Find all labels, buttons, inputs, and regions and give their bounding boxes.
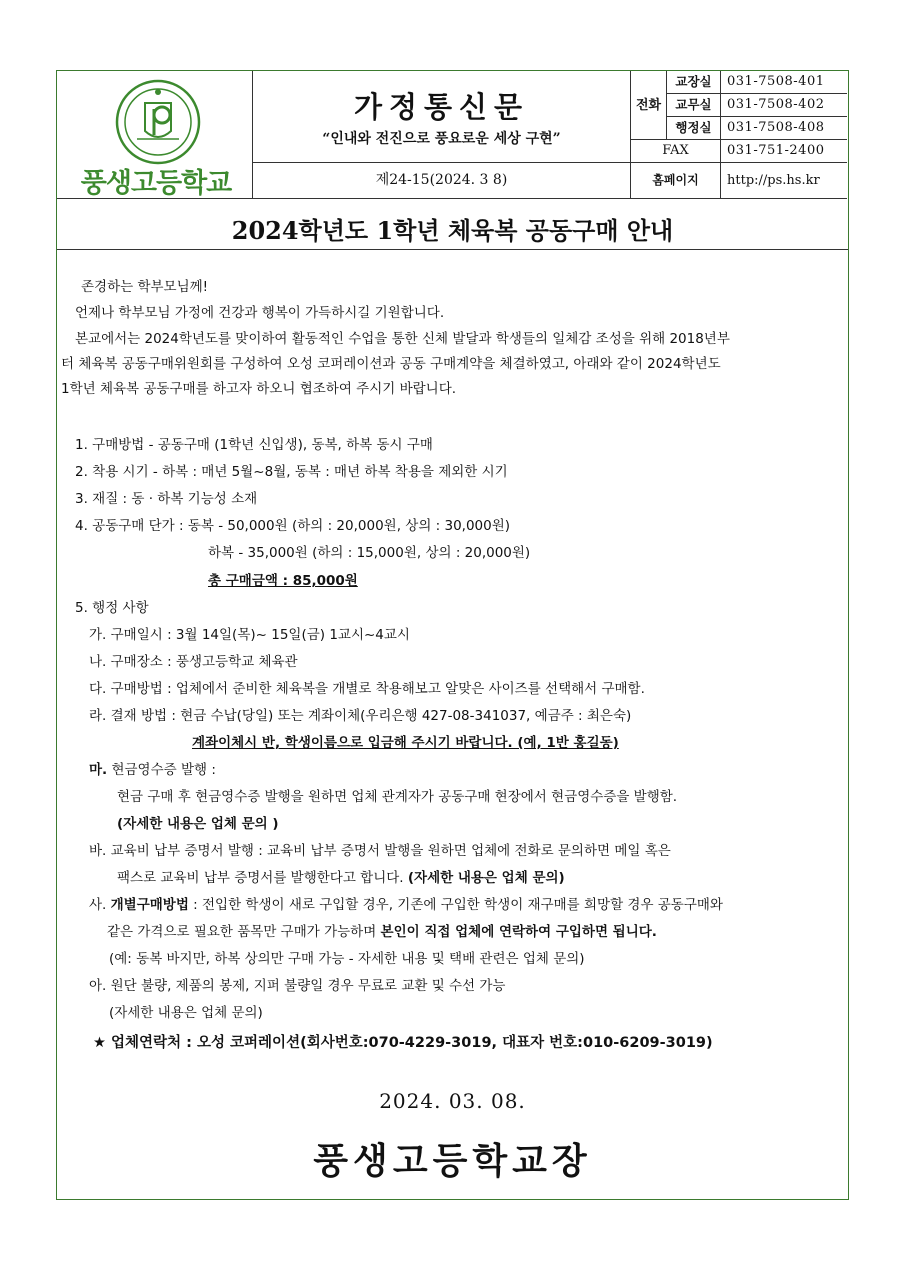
item-unit-price-summer: 하복 - 35,000원 (하의 : 15,000원, 상의 : 20,000원) [208, 545, 531, 561]
issue-number: 제24-15(2024. 3 8) [253, 163, 631, 199]
admin-item-individual [89, 893, 723, 913]
item-marker: 사. [89, 897, 111, 913]
item-text: : 전입한 학생이 새로 구입할 경우, 기존에 구입한 학생이 재구매를 희망할 경우 공동구매와 [188, 897, 723, 913]
greeting: 존경하는 학부모님께! [81, 279, 209, 295]
phone-label: 교무실 [667, 94, 721, 116]
item-text: 현금영수증 발행 : [107, 762, 216, 778]
individual-detail [107, 920, 657, 940]
fax-label: FAX [631, 140, 721, 162]
fax-row [631, 140, 847, 163]
admin-item-certificate: 바. 교육비 납부 증명서 발행 : 교육비 납부 증명서 발행을 원하면 업체에 전화로 문의하면 메일 혹은 [89, 843, 671, 859]
item-unit-price: 4. 공동구매 단가 : 동복 - 50,000원 (하의 : 20,000원, 상의 : 30,000원) [75, 518, 511, 534]
admin-section-heading: 5. 행정 사항 [75, 600, 149, 616]
school-logo-text: 풍생고등학교 [80, 168, 232, 199]
vendor-contact: ★ 업체연락처 : 오성 코퍼레이션(회사번호:070-4229-3019, 대표자 번호:010-6209-3019) [93, 1035, 713, 1051]
phone-number: 031-7508-402 [727, 97, 825, 112]
phone-number: 031-7508-401 [727, 74, 825, 89]
letterhead [57, 71, 847, 199]
intro-paragraph-1: 언제나 학부모님 가정에 건강과 행복이 가득하시길 기원합니다. [75, 305, 445, 321]
school-seal-icon [115, 79, 201, 165]
issue-date: 2024. 03. 08. [379, 1089, 526, 1113]
homepage-link[interactable]: http://ps.hs.kr [727, 173, 820, 188]
item-text: 팩스로 교육비 납부 증명서를 발행한다고 합니다. [117, 870, 408, 886]
intro-paragraph-2: 1학년 체육복 공동구매를 하고자 하오니 협조하여 주시기 바랍니다. [61, 381, 457, 397]
exchange-note: (자세한 내용은 업체 문의) [109, 1005, 263, 1021]
item-wear-period: 2. 착용 시기 - 하복 : 매년 5월~8월, 동복 : 매년 하복 착용을 제외한 시기 [75, 464, 508, 480]
principal-signature: 풍생고등학교장 [313, 1140, 592, 1182]
admin-item-date: 가. 구매일시 : 3월 14일(목)~ 15일(금) 1교시~4교시 [89, 627, 410, 643]
total-amount: 총 구매금액 : 85,000원 [208, 573, 358, 589]
item-material: 3. 재질 : 동 · 하복 기능성 소재 [75, 491, 258, 507]
individual-example: (예: 동복 바지만, 하복 상의만 구매 가능 - 자세한 내용 및 택배 관련은 업체 문의) [109, 951, 585, 967]
title-cell [253, 71, 631, 163]
phone-label: 교장실 [667, 71, 721, 93]
title-divider [57, 249, 848, 250]
admin-item-payment: 라. 결재 방법 : 현금 수납(당일) 또는 계좌이체(우리은행 427-08-341037, 예금주 : 최은숙) [89, 708, 632, 724]
admin-item-place: 나. 구매장소 : 풍생고등학교 체육관 [89, 654, 298, 670]
certificate-detail [117, 866, 565, 886]
phone-row [667, 71, 847, 94]
phone-label: 행정실 [667, 117, 721, 139]
item-note: 본인이 직접 업체에 연락하여 구입하면 됩니다. [380, 924, 657, 940]
item-note: (자세한 내용은 업체 문의) [407, 870, 565, 886]
school-motto: “인내와 전진으로 풍요로운 세상 구현” [322, 131, 561, 147]
item-text: 같은 가격으로 필요한 품목만 구매가 가능하며 [107, 924, 381, 940]
fax-number: 031-751-2400 [727, 143, 825, 158]
payment-note: 계좌이체시 반, 학생이름으로 입금해 주시기 바랍니다. (예, 1반 홍길동) [192, 735, 619, 751]
item-purchase-method: 1. 구매방법 - 공동구매 (1학년 신입생), 동복, 하복 동시 구매 [75, 437, 433, 453]
document-type-title: 가정통신문 [353, 90, 530, 124]
item-marker: 마. [89, 762, 108, 778]
intro-paragraph-2: 본교에서는 2024학년도를 맞이하여 활동적인 수업을 통한 신체 발달과 학생들의 일체감 조성을 위해 2018년부 [75, 331, 730, 347]
admin-item-method: 다. 구매방법 : 업체에서 준비한 체육복을 개별로 착용해보고 알맞은 사이즈를 선택해서 구매함. [89, 681, 645, 697]
document-frame [56, 70, 849, 1200]
tel-label: 전화 [631, 71, 667, 140]
phone-row [667, 94, 847, 117]
notice-title: 2024학년도 1학년 체육복 공동구매 안내 [231, 216, 674, 245]
intro-paragraph-2: 터 체육복 공동구매위원회를 구성하여 오성 코퍼레이션과 공동 구매계약을 체결하였고, 아래와 같이 2024학년도 [61, 356, 721, 372]
item-heading: 개별구매방법 [110, 897, 189, 913]
contact-table [631, 71, 847, 199]
phone-number: 031-7508-408 [727, 120, 825, 135]
receipt-detail: 현금 구매 후 현금영수증 발행을 원하면 업체 관계자가 공동구매 현장에서 현금영수증을 발행함. [117, 789, 678, 805]
homepage-label: 홈페이지 [631, 163, 721, 198]
logo-cell [57, 71, 253, 199]
phone-row [667, 117, 847, 140]
homepage-row [631, 163, 847, 199]
admin-item-exchange: 아. 원단 불량, 제품의 봉제, 지퍼 불량일 경우 무료로 교환 및 수선 가능 [89, 978, 506, 994]
receipt-note: (자세한 내용은 업체 문의 ) [117, 816, 279, 832]
admin-item-receipt [89, 758, 216, 778]
